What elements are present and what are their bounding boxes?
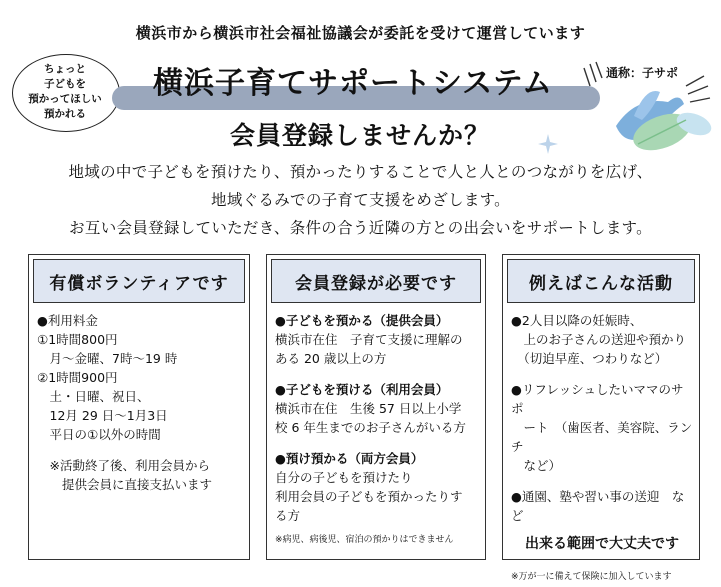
membership-column-heading: 会員登録が必要です [271,259,481,303]
intro-line-2: 地域ぐるみでの子育て支援をめざします。 [211,191,510,209]
sparkle-icon [536,132,566,156]
activity-column-heading: 例えばこんな活動 [507,259,695,303]
membership-column [266,254,486,560]
intro-line-1: 地域の中で子どもを預けたり、預かったりすることで人と人とのつながりを広げ、 [68,163,653,181]
page-title: 横浜子育てサポートシステム [153,66,553,101]
membership-column-body: ●子どもを預かる（提供会員） 横浜市在住 子育て支援に理解の ある 20 歳以上の方 ●子どもを預ける（利用会員） 横浜市在住 生後 57 日以上小学 校 6 年生までのお子さんがいる方 ●預け預かる（両方会員） 自分の子どもを預けたり 利用会員の子どもを預かったりす る方 ※病児、病後児、宿泊の預かりはできません [275,313,466,545]
intro-line-3: お互い会員登録していただき、条件の合う近隣の方との出会いをサポートします。 [69,219,652,237]
fee-column [28,254,250,560]
page-subtitle: 会員登録しませんか？ [229,121,490,150]
leaf-icon [628,100,718,160]
fee-column-body: ●利用料金 ①1時間800円 月～金曜、7時～19 時 ②1時間900円 土・日曜、祝日、 12月 29 日～1月3日 平日の①以外の時間 ※活動終了後、利用会員から 提供会員に直接支払います [37,313,213,492]
nickname-label: 通称：子サポ [606,66,679,80]
fee-column-heading: 有償ボランティアです [33,259,245,303]
emphasis-text: 出来る範囲で大丈夫です [525,536,679,552]
activity-column [502,254,700,582]
speech-bubble-text: ちょっと 子どもを 預かってほしい 預かれる [28,63,102,120]
top-line: 横浜市から横浜市社会福祉協議会が委託を受けて運営しています [135,24,586,42]
activity-column-body: ●2人目以降の妊娠時、 上のお子さんの送迎や預かり （切迫早産、つわりなど） ●リフレッシュしたいママのサポ ート （歯医者、美容院、ランチ など） ●通園、塾や習い事の送迎 など 出来る範囲で大丈夫です ※万が一に備えて保険に加入しています [511,313,693,582]
